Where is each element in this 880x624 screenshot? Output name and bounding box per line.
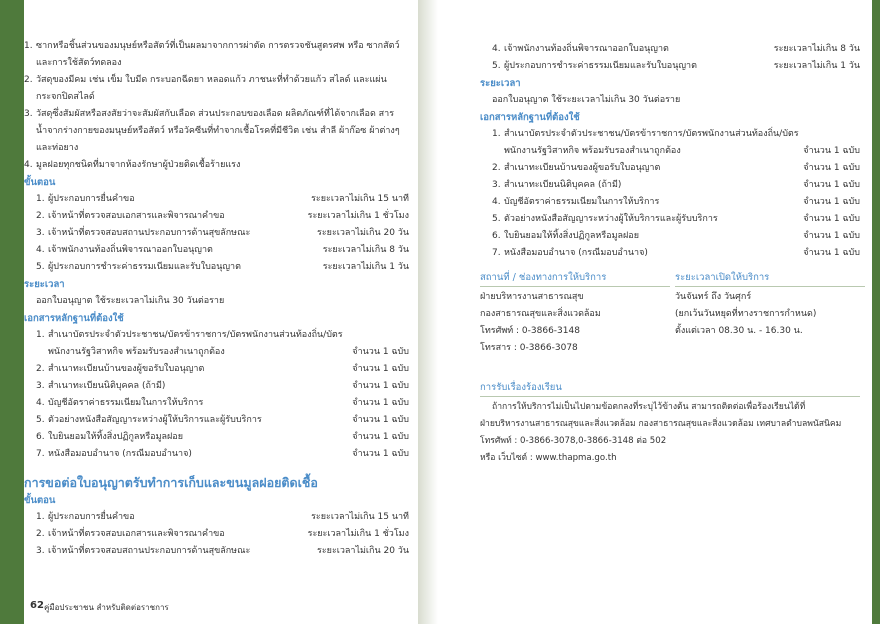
documents-heading: เอกสารหลักฐานที่ต้องใช้ <box>480 112 580 123</box>
step-row: 3. เจ้าหน้าที่ตรวจสอบสถานประกอบการด้านสุขลักษณะ ระยะเวลาไม่เกิน 20 วัน <box>36 546 409 556</box>
step-row: 2. เจ้าหน้าที่ตรวจสอบเอกสารและพิจารณาคำขอ ระยะเวลาไม่เกิน 1 ชั่วโมง <box>36 529 409 539</box>
duration-heading: ระยะเวลา <box>480 78 521 89</box>
complaint-text <box>480 399 860 467</box>
steps-list <box>24 191 409 276</box>
step-row: 2. เจ้าหน้าที่ตรวจสอบเอกสารและพิจารณาคำขอ ระยะเวลาไม่เกิน 1 ชั่วโมง <box>36 211 409 221</box>
service-info <box>480 270 860 380</box>
footer-accent-bar <box>0 590 24 624</box>
step-row: 5. ผู้ประกอบการชำระค่าธรรมเนียมและรับใบอนุญาต ระยะเวลาไม่เกิน 1 วัน <box>36 262 409 272</box>
fax-line: โทรสาร : 0-3866-3078 <box>480 343 578 353</box>
document-row: 5. ตัวอย่างหนังสือสัญญาระหว่างผู้ให้บริการและผู้รับบริการ จำนวน 1 ฉบับ <box>492 214 860 224</box>
materials-list <box>24 38 409 174</box>
step-row: 4. เจ้าพนักงานท้องถิ่นพิจารณาออกใบอนุญาต ระยะเวลาไม่เกิน 8 วัน <box>36 245 409 255</box>
service-hours <box>675 270 865 340</box>
step-row: 5. ผู้ประกอบการชำระค่าธรรมเนียมและรับใบอนุญาต ระยะเวลาไม่เกิน 1 วัน <box>492 61 860 71</box>
document-row: 3. สำเนาทะเบียนนิติบุคคล (ถ้ามี) จำนวน 1 ฉบับ <box>492 180 860 190</box>
step-row: 4. เจ้าพนักงานท้องถิ่นพิจารณาออกใบอนุญาต ระยะเวลาไม่เกิน 8 วัน <box>492 44 860 54</box>
hours-line: (ยกเว้นวันหยุดที่ทางราชการกำหนด) <box>675 309 817 319</box>
step-row: 1. ผู้ประกอบการยื่นคำขอ ระยะเวลาไม่เกิน 15 นาที <box>36 194 409 204</box>
document-row: 4. บัญชีอัตราค่าธรรมเนียมในการให้บริการ จำนวน 1 ฉบับ <box>492 197 860 207</box>
steps-heading: ขั้นตอน <box>24 495 56 506</box>
steps-list <box>24 509 409 560</box>
document-row: พนักงานรัฐวิสาหกิจ พร้อมรับรองสำเนาถูกต้อง จำนวน 1 ฉบับ <box>504 146 860 156</box>
complaint-heading: การรับเรื่องร้องเรียน <box>480 380 860 397</box>
page-fold <box>418 0 438 624</box>
documents-list <box>24 327 409 463</box>
right-page-edge <box>872 0 880 624</box>
documents-list <box>480 126 860 262</box>
documents-heading: เอกสารหลักฐานที่ต้องใช้ <box>24 313 124 324</box>
list-item: 1. ซากหรือชิ้นส่วนของมนุษย์หรือสัตว์ที่เป็นผลมาจากการผ่าตัด การตรวจชันสูตรศพ หรือ ซากสัตว์ และการใช้สัตว์ทดลอง <box>24 41 400 68</box>
right-page-content <box>480 41 860 467</box>
hours-line: วันจันทร์ ถึง วันศุกร์ <box>675 292 752 302</box>
hours-line: ตั้งแต่เวลา 08.30 น. - 16.30 น. <box>675 326 803 336</box>
location-line: ฝ่ายบริหารงานสาธารณสุข <box>480 292 584 302</box>
steps-list <box>480 41 860 75</box>
page-footer <box>0 590 418 624</box>
service-location <box>480 270 670 357</box>
document-row: 2. สำเนาทะเบียนบ้านของผู้ขอรับใบอนุญาต จำนวน 1 ฉบับ <box>492 163 860 173</box>
page-number: 62 <box>30 600 44 611</box>
document-row: 3. สำเนาทะเบียนนิติบุคคล (ถ้ามี) จำนวน 1 ฉบับ <box>36 381 409 391</box>
duration-text: ออกใบอนุญาต ใช้ระยะเวลาไม่เกิน 30 วันต่อราย <box>36 296 225 306</box>
steps-heading: ขั้นตอน <box>24 177 56 188</box>
location-line: กองสาธารณสุขและสิ่งแวดล้อม <box>480 309 601 319</box>
document-row: 1. สำเนาบัตรประจำตัวประชาชน/บัตรข้าราชการ/บัตรพนักงานส่วนท้องถิ่น/บัตร <box>36 330 343 340</box>
document-row: 5. ตัวอย่างหนังสือสัญญาระหว่างผู้ให้บริการและผู้รับบริการ จำนวน 1 ฉบับ <box>36 415 409 425</box>
list-item: 2. วัสดุของมีคม เช่น เข็ม ใบมีด กระบอกฉีดยา หลอดแก้ว ภาชนะที่ทำด้วยแก้ว สไลด์ และแผ่นกระจกปิดสไลด์ <box>24 75 387 102</box>
step-row: 3. เจ้าหน้าที่ตรวจสอบสถานประกอบการด้านสุขลักษณะ ระยะเวลาไม่เกิน 20 วัน <box>36 228 409 238</box>
list-item: 3. วัสดุซึ่งสัมผัสหรือสงสัยว่าจะสัมผัสกับเลือด ส่วนประกอบของเลือด ผลิตภัณฑ์ที่ได้จากเลือด สารน้ำจากร่างกายของมนุษย์หรือสัตว์ หรือวัคซีนที่ทำจากเชื้อโรคที่มีชีวิต เช่น สำลี ผ้าก๊อซ ผ้าต่างๆ และท่อยาง <box>24 109 400 153</box>
service-hours-heading: ระยะเวลาเปิดให้บริการ <box>675 270 865 287</box>
complaint-phone: โทรศัพท์ : 0-3866-3078,0-3866-3148 ต่อ 502 <box>480 436 667 446</box>
step-row: 1. ผู้ประกอบการยื่นคำขอ ระยะเวลาไม่เกิน 15 นาที <box>36 512 409 522</box>
document-row: พนักงานรัฐวิสาหกิจ พร้อมรับรองสำเนาถูกต้อง จำนวน 1 ฉบับ <box>48 347 409 357</box>
document-row: 6. ใบยินยอมให้ทิ้งสิ่งปฏิกูลหรือมูลฝอย จำนวน 1 ฉบับ <box>492 231 860 241</box>
duration-heading: ระยะเวลา <box>24 279 65 290</box>
duration-text: ออกใบอนุญาต ใช้ระยะเวลาไม่เกิน 30 วันต่อราย <box>492 95 681 105</box>
service-location-heading: สถานที่ / ช่องทางการให้บริการ <box>480 270 670 287</box>
right-page <box>438 0 880 624</box>
document-row: 7. หนังสือมอบอำนาจ (กรณีมอบอำนาจ) จำนวน 1 ฉบับ <box>36 449 409 459</box>
complaint-website: หรือ เว็บไซต์ : www.thapma.go.th <box>480 453 617 463</box>
footer-title: คู่มือประชาชน สำหรับติดต่อราชการ <box>44 603 169 612</box>
document-row: 2. สำเนาทะเบียนบ้านของผู้ขอรับใบอนุญาต จำนวน 1 ฉบับ <box>36 364 409 374</box>
complaint-line: ฝ่ายบริหารงานสาธารณสุขและสิ่งแวดล้อม กองสาธารณสุขและสิ่งแวดล้อม เทศบาลตำบลพนัสนิคม <box>480 419 842 429</box>
section-title: การขอต่อใบอนุญาตรับทำการเก็บและขนมูลฝอยติดเชื้อ <box>24 475 318 490</box>
document-row: 4. บัญชีอัตราค่าธรรมเนียมในการให้บริการ จำนวน 1 ฉบับ <box>36 398 409 408</box>
document-row: 6. ใบยินยอมให้ทิ้งสิ่งปฏิกูลหรือมูลฝอย จำนวน 1 ฉบับ <box>36 432 409 442</box>
complaint-line: ถ้าการให้บริการไม่เป็นไปตามข้อตกลงที่ระบุไว้ข้างต้น สามารถติดต่อเพื่อร้องเรียนได้ที่ <box>492 402 806 412</box>
phone-line: โทรศัพท์ : 0-3866-3148 <box>480 326 580 336</box>
document-row: 7. หนังสือมอบอำนาจ (กรณีมอบอำนาจ) จำนวน 1 ฉบับ <box>492 248 860 258</box>
list-item: 4. มูลฝอยทุกชนิดที่มาจากห้องรักษาผู้ป่วยติดเชื้อร้ายแรง <box>24 160 241 170</box>
document-row: 1. สำเนาบัตรประจำตัวประชาชน/บัตรข้าราชการ/บัตรพนักงานส่วนท้องถิ่น/บัตร <box>492 129 799 139</box>
left-page-content <box>24 38 409 560</box>
